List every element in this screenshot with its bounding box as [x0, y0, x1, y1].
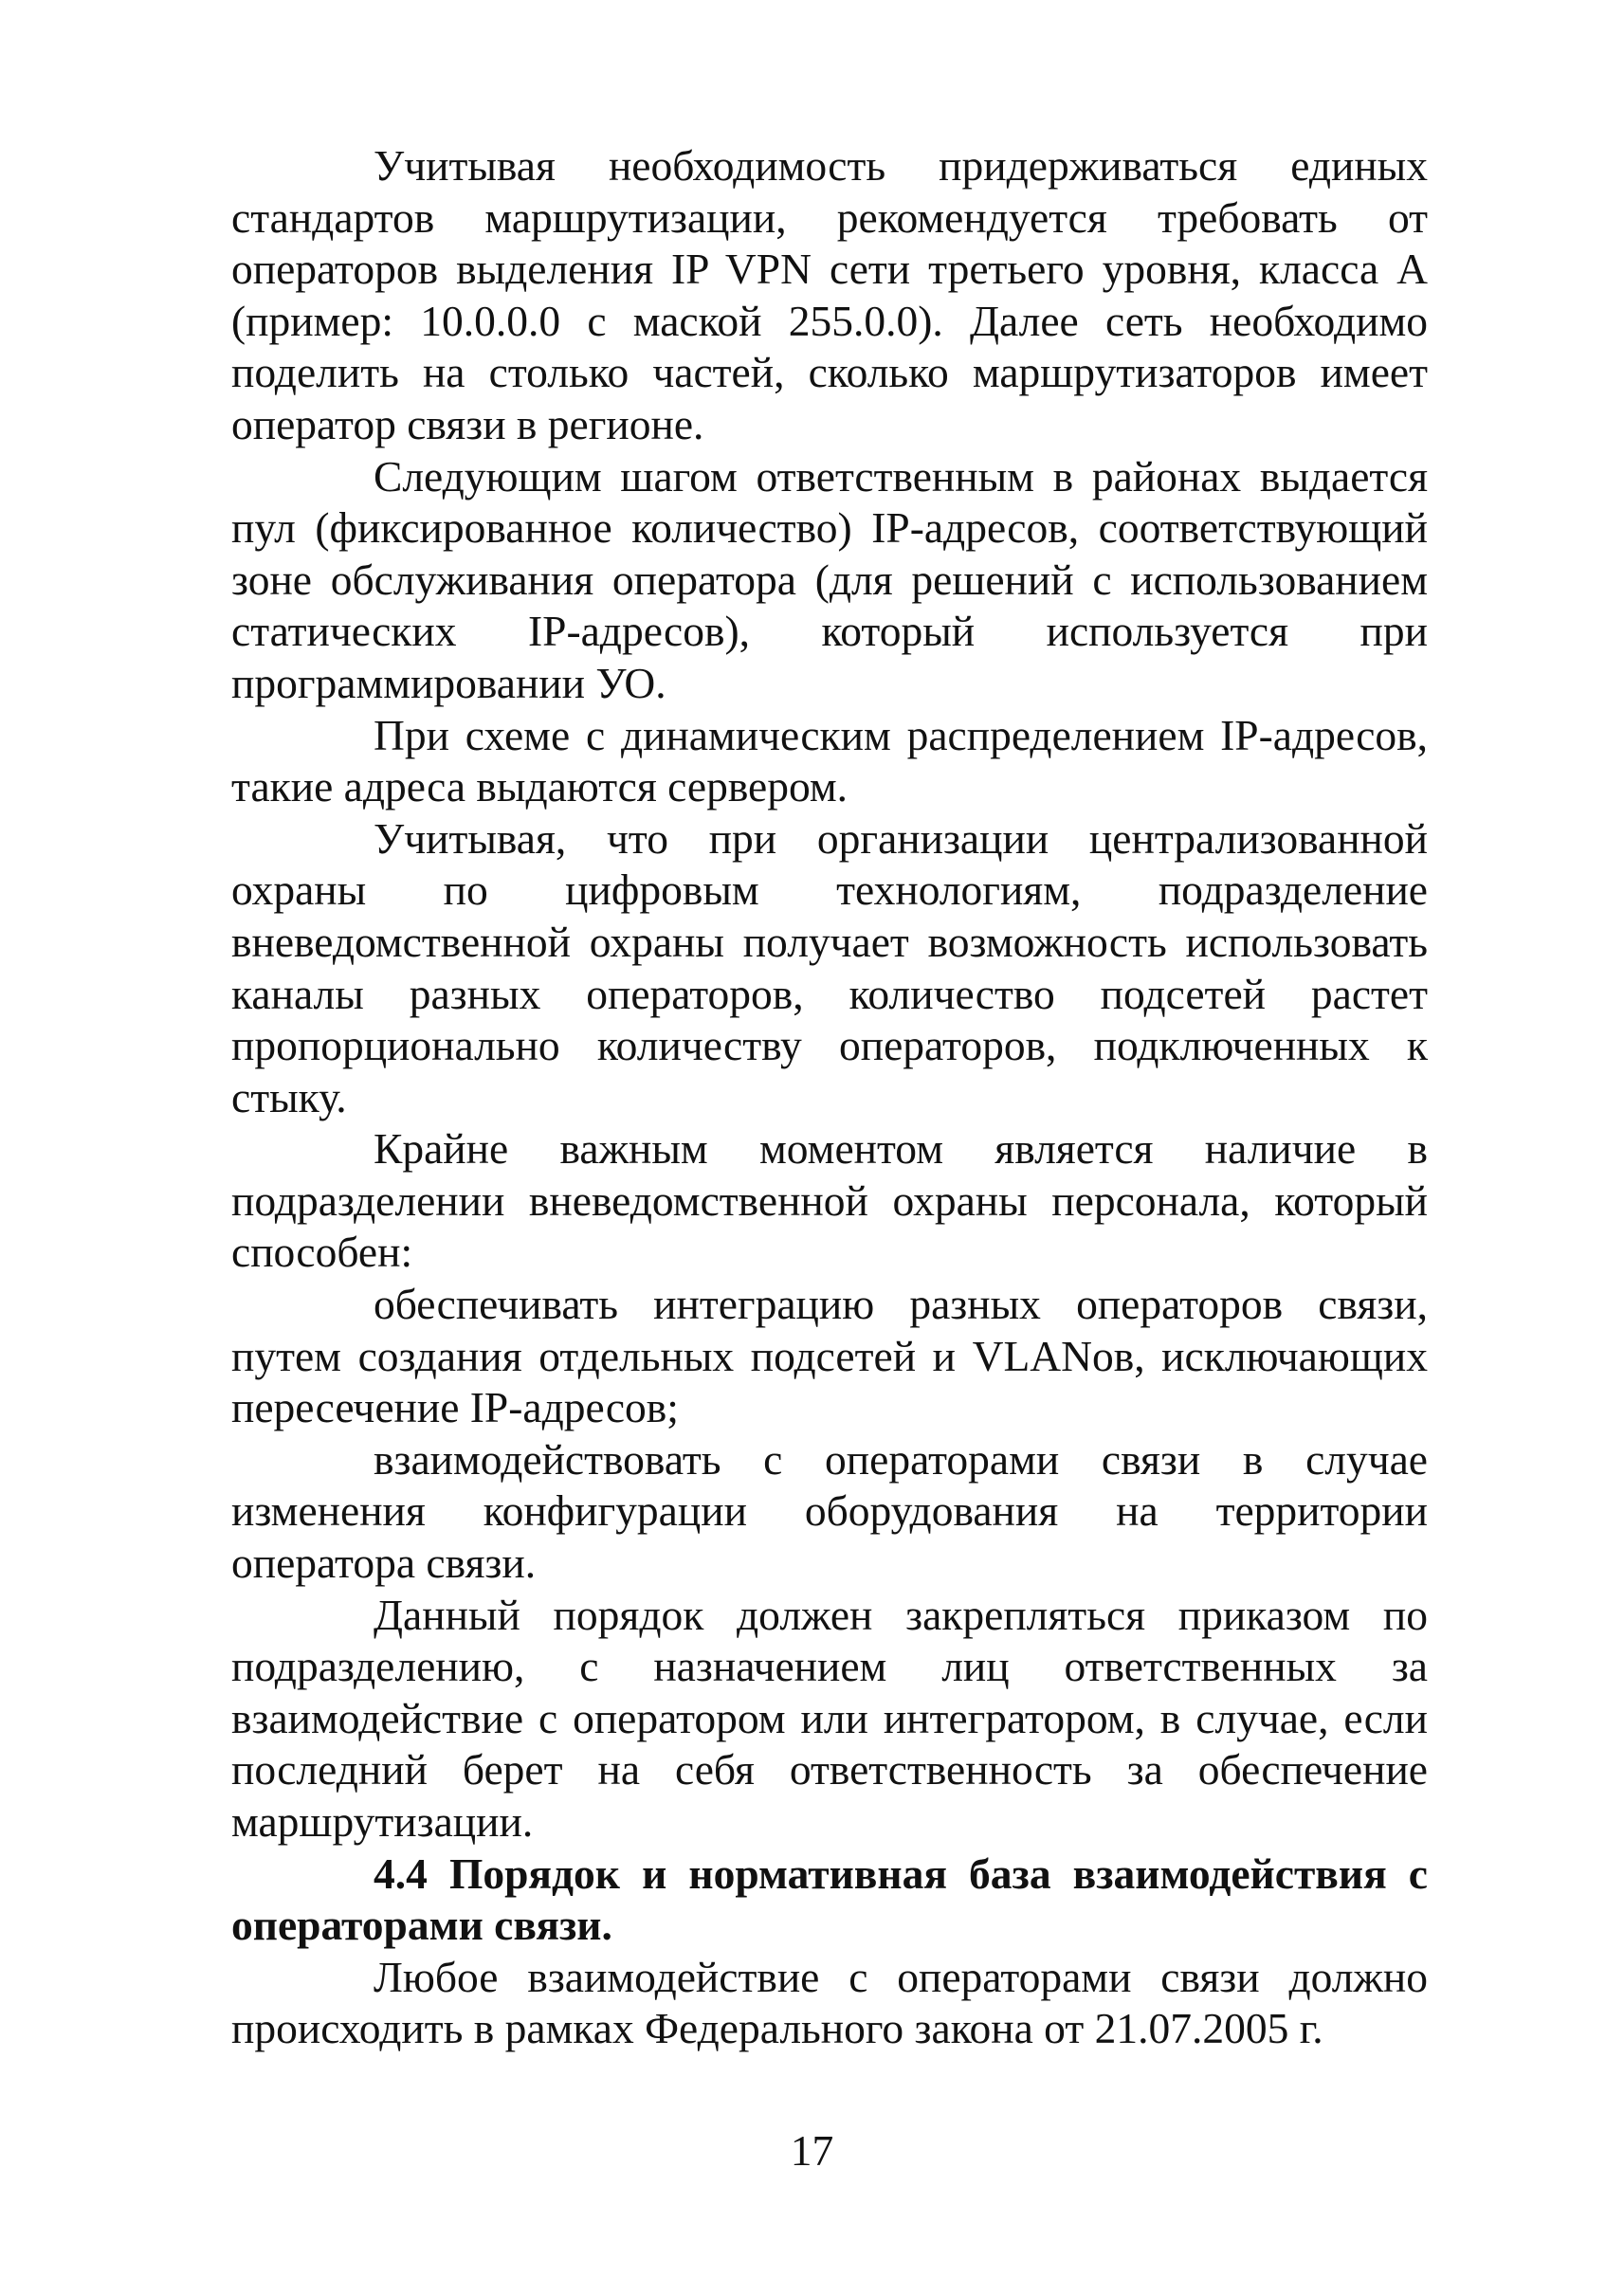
page-number: 17: [790, 2126, 834, 2175]
section-heading: 4.4 Порядок и нормативная база взаимодействия с операторами связи.: [231, 1849, 1428, 1950]
paragraph-dynamic-ip: При схеме с динамическим распределением IP-адресов, такие адреса выдаются сервером.: [231, 710, 1428, 811]
paragraph-ip-pool: Следующим шагом ответственным в районах выдается пул (фиксированное количество) IP-адресов, соответствующий зоне обслуживания оператора (для решений с использованием статических IP-адресов), который используется при программировании УО.: [231, 451, 1428, 707]
paragraph-integration-duty: обеспечивать интеграцию разных операторов связи, путем создания отдельных подсетей и VLANов, исключающих пересечение IP-адресов;: [231, 1280, 1428, 1432]
paragraph-subnets-growth: Учитывая, что при организации централизованной охраны по цифровым технологиям, подразделение вневедомственной охраны получает возможность использовать каналы разных операторов, количество подсетей растет пропорционально количеству операторов, подключенных к стыку.: [231, 813, 1428, 1121]
paragraph-interaction-duty: взаимодействовать с операторами связи в случае изменения конфигурации оборудования на территории оператора связи.: [231, 1434, 1428, 1588]
paragraph-federal-law: Любое взаимодействие с операторами связи должно происходить в рамках Федерального закона от 21.07.2005 г.: [231, 1952, 1428, 2053]
paragraph-routing-standards: Учитывая необходимость придерживаться единых стандартов маршрутизации, рекомендуется требовать от операторов выделения IP VPN сети третьего уровня, класса А (пример: 10.0.0.0 с маской 255.0.0). Далее сеть необходимо поделить на столько частей, сколько маршрутизаторов имеет оператор связи в регионе.: [231, 141, 1428, 448]
paragraph-staff-requirement: Крайне важным моментом является наличие в подразделении вневедомственной охраны персонала, который способен:: [231, 1124, 1428, 1277]
paragraph-order-procedure: Данный порядок должен закрепляться приказом по подразделению, с назначением лиц ответственных за взаимодействие с оператором или интегратором, в случае, если последний берет на себя ответственность за обеспечение маршрутизации.: [231, 1590, 1428, 1846]
body-text: [231, 140, 1428, 2055]
